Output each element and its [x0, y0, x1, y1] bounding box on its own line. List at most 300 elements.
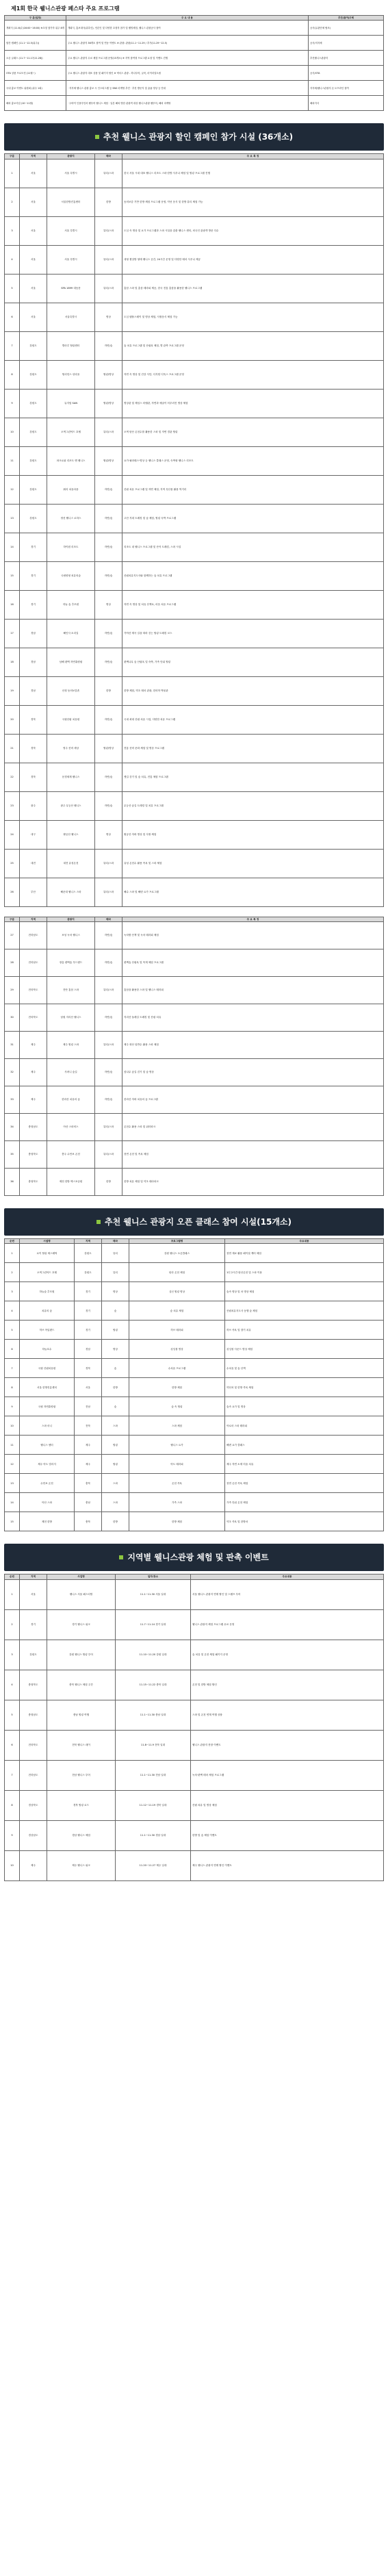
table-cell: 10: [5, 418, 20, 446]
table-row: [5, 705, 384, 734]
table-cell: 산림 치유 프로그램 및 자연 체험, 지역 특산물 활용 먹거리: [122, 475, 384, 504]
table-cell: 11.8~11.9 전북 일대: [116, 1730, 191, 1760]
table-cell: 13: [5, 504, 20, 533]
table-cell: 싱잉볼 사운드 명상 체험: [225, 1340, 384, 1359]
table-cell: 서울: [20, 274, 47, 303]
table-cell: 스파: [102, 1493, 129, 1512]
table-row: [5, 51, 384, 66]
table-cell: 온천 및 한방 체험 할인: [191, 1670, 384, 1700]
table-cell: 대전 유성온천: [47, 849, 95, 878]
column-header: 일자/장소: [116, 1574, 191, 1579]
table-cell: 유성 온천수 활용 족욕 및 스파 체험: [122, 849, 384, 878]
table-cell: 9: [5, 1397, 20, 1416]
table-cell: 30: [5, 1004, 20, 1031]
table-cell: 오색그린야드 호텔: [20, 1263, 75, 1282]
table-cell: 영주 선비 세상: [47, 734, 95, 763]
table-cell: 자연/숲: [95, 648, 122, 676]
table-cell: 제주 웰니스 위크: [47, 1850, 116, 1880]
table-cell: 명상: [95, 590, 122, 619]
table-cell: 광주 무등산 웰니스: [47, 791, 95, 820]
column-header: 관광지: [47, 917, 95, 921]
table-cell: 경기: [75, 1282, 102, 1301]
table-cell: 산림치유지도사와 함께하는 숲 치유 프로그램: [122, 561, 384, 590]
table-cell: 10: [5, 1416, 20, 1436]
table-cell: 자연/숲: [95, 1004, 122, 1031]
table-row: [5, 36, 384, 51]
table-cell: 한국 서울 시내 대표 웰니스 리조트 스파·한방 사우나 체험 및 힐링 프로그램 진행: [122, 159, 384, 188]
table-cell: 남원 지리산 웰니스: [47, 1004, 95, 1031]
table-cell: 2: [5, 1609, 20, 1640]
table-cell: 뷰티/스파: [95, 976, 122, 1004]
column-header: 지역: [20, 1574, 47, 1579]
table-cell: 공사/OTA: [309, 66, 384, 81]
table-cell: 남해 편백 자연휴양림: [47, 648, 95, 676]
table-cell: 충청북도: [20, 1140, 47, 1168]
section1b-table: [4, 917, 384, 1196]
table-row: [5, 1301, 384, 1321]
table-cell: 옛길 걷기 및 숲 치유, 전통 체험 프로그램: [122, 763, 384, 791]
table-cell: 오픈 클래스 (11.7~11.17(11.28)): [5, 51, 66, 66]
table-cell: 한방 치유 체험 및 약초 테마파크: [122, 1168, 384, 1195]
column-header: 지역: [20, 917, 47, 921]
table-cell: 6: [5, 1340, 20, 1359]
table-cell: 35: [5, 1140, 20, 1168]
table-cell: 경북: [20, 705, 47, 734]
table-cell: 힐링/명상: [95, 734, 122, 763]
table-cell: 온천수 활용 스파 및 워터파크: [122, 1113, 384, 1140]
table-cell: 1: [5, 1244, 20, 1263]
table-cell: 하늘숲 추모원: [20, 1282, 75, 1301]
column-header: 순번: [5, 1574, 20, 1579]
table-cell: 3: [5, 1640, 20, 1670]
overview-table: [4, 15, 384, 111]
table-cell: 뷰티/스파: [95, 274, 122, 303]
table-cell: 한라산 치유의 숲: [47, 1086, 95, 1113]
table-row: [5, 734, 384, 763]
table-cell: 강원도: [20, 389, 47, 418]
table-cell: 강원도: [20, 418, 47, 446]
table-cell: 9: [5, 1820, 20, 1850]
table-cell: 뷰티/스파: [95, 878, 122, 906]
table-cell: 16: [5, 590, 20, 619]
table-cell: 강원도: [20, 446, 47, 475]
column-header: 추진(참여)주체: [309, 16, 384, 21]
table-cell: 27: [5, 921, 20, 949]
overview-title: 제1회 한국 웰니스관광 페스타 주요 프로그램: [11, 5, 120, 12]
table-cell: 자연/숲: [95, 561, 122, 590]
table-cell: 23: [5, 791, 20, 820]
table-cell: 경기: [75, 1301, 102, 1321]
table-cell: 강원도: [20, 1640, 47, 1670]
table-cell: 장흥 편백숲 우드랜드: [47, 949, 95, 976]
table-cell: 아산 스파비스: [47, 1113, 95, 1140]
table-cell: 한방 및 숲 체험 이벤트: [191, 1820, 384, 1850]
table-cell: 대형 찜질방 형태 웰니스 공간, 24시간 운영 및 다양한 테마 사우나 제공: [122, 245, 384, 274]
table-cell: 허브 테라피: [129, 1321, 225, 1340]
table-row: [5, 1670, 384, 1700]
table-cell: 제주 힐링 스파: [47, 1031, 95, 1058]
table-cell: 숲 속 힐링: [129, 1397, 225, 1416]
table-cell: 경기 웰니스 위크: [47, 1609, 116, 1640]
table-row: [5, 389, 384, 418]
table-cell: 뷰티/스파: [95, 849, 122, 878]
table-row: [5, 791, 384, 820]
table-cell: 제주: [75, 1455, 102, 1474]
table-cell: 제천 한방: [20, 1512, 75, 1531]
table-cell: 강원 웰니스 힐링 투어: [47, 1640, 116, 1670]
table-row: [5, 1004, 384, 1031]
table-row: [5, 245, 384, 274]
table-cell: 서울 특별시: [47, 245, 95, 274]
table-cell: 강원 웰니스 오픈클래스: [129, 1244, 225, 1263]
table-cell: 스파: [102, 1416, 129, 1436]
table-cell: 21: [5, 734, 20, 763]
table-cell: 국립양평 치유의숲: [47, 561, 95, 590]
table-cell: 충청북도: [20, 1670, 47, 1700]
table-cell: 산청 동의보감촌: [47, 676, 95, 705]
table-cell: 충북: [75, 1512, 102, 1531]
table-cell: 심신 힐링 명상: [129, 1282, 225, 1301]
table-cell: 웰니스 관광지 현장 이벤트: [191, 1730, 384, 1760]
table-cell: 약초 족욕 및 한방차: [225, 1512, 384, 1531]
table-cell: 홍삼 스파 및 홍삼 테라피 제공, 한국 전통 홍삼을 활용한 웰니스 프로그램: [122, 274, 384, 303]
table-cell: 충북 웰니스 체험 주간: [47, 1670, 116, 1700]
table-cell: 파크로쉬 리조트 앤 웰니스: [47, 446, 95, 475]
table-cell: 해수 스파 및 해변 요가 프로그램: [122, 878, 384, 906]
table-cell: 11.12~11.19 경북 일대: [116, 1790, 191, 1820]
table-cell: 전라북도: [20, 976, 47, 1004]
table-cell: 무등산 숲길 트레킹 및 치유 프로그램: [122, 791, 384, 820]
table-cell: 팔공산 자락 명상 및 사찰 체험: [122, 820, 384, 849]
section3-table: [4, 1574, 384, 1880]
table-cell: 스파 마니: [20, 1416, 75, 1436]
table-cell: 별마루 힐링센터: [47, 331, 95, 360]
table-cell: 천연 온천 족욕 체험: [225, 1474, 384, 1493]
table-cell: 5: [5, 274, 20, 303]
table-cell: 강원도: [20, 475, 47, 504]
table-row: [5, 1579, 384, 1609]
table-cell: 경남 웰니스 체험: [47, 1820, 116, 1850]
table-cell: 경북: [75, 1359, 102, 1378]
table-cell: 명상: [102, 1340, 129, 1359]
table-cell: 제주 화산 암반수 활용 스파 체험: [122, 1031, 384, 1058]
section2-banner: [4, 1208, 384, 1236]
table-cell: 국내 최대 산림 치유 시설, 다양한 치유 프로그램: [122, 705, 384, 734]
table-row: [5, 1700, 384, 1730]
table-cell: 6: [5, 303, 20, 331]
table-cell: 광주: [20, 791, 47, 820]
table-cell: 공사(유관단체 협조): [309, 21, 384, 36]
section1-banner: [4, 123, 384, 151]
table-cell: 뷰티/스파: [95, 1140, 122, 1168]
table-row: [5, 1820, 384, 1850]
column-header: 테마: [95, 154, 122, 159]
column-header: 프로그램명: [129, 1238, 225, 1243]
column-header: 구분: [5, 917, 20, 921]
table-cell: 제주: [20, 1058, 47, 1086]
table-cell: 해외지사: [309, 96, 384, 111]
table-row: [5, 1168, 384, 1195]
table-row: [5, 1455, 384, 1474]
table-cell: 15: [5, 1512, 20, 1531]
table-row: [5, 976, 384, 1004]
table-cell: 명상: [95, 820, 122, 849]
table-cell: 한방: [102, 1512, 129, 1531]
table-cell: 13: [5, 1474, 20, 1493]
table-cell: 경북: [20, 734, 47, 763]
table-row: [5, 949, 384, 976]
table-cell: 15: [5, 561, 20, 590]
table-cell: 전통 선비 문화 체험 및 명상 프로그램: [122, 734, 384, 763]
table-cell: 11.1~11.30 서울 일대: [116, 1579, 191, 1609]
table-cell: 전남: [75, 1397, 102, 1416]
column-header: 구분: [5, 154, 20, 159]
table-cell: 천연 재료 활용 페이셜 케어 체험: [225, 1244, 384, 1263]
table-cell: 경남: [20, 648, 47, 676]
table-cell: 로이 힐링 에스테틱: [20, 1244, 75, 1263]
table-cell: 힐링/명상: [95, 389, 122, 418]
table-row: [5, 1609, 384, 1640]
table-cell: 1: [5, 1579, 20, 1609]
table-row: [5, 1493, 384, 1512]
column-header: 주 요 내 용: [66, 16, 309, 21]
table-cell: 서울: [20, 303, 47, 331]
table-cell: 한방: [102, 1378, 129, 1397]
table-cell: 명상: [102, 1282, 129, 1301]
table-cell: 서울: [20, 159, 47, 188]
table-cell: 11.15~11.22 충북 일대: [116, 1670, 191, 1700]
table-cell: 자연/숲: [95, 791, 122, 820]
table-cell: 가족 단위 온천 체험: [225, 1493, 384, 1512]
table-cell: 자연/숲: [95, 705, 122, 734]
table-cell: 뷰티/스파: [95, 1113, 122, 1140]
table-cell: 치유의 숲: [20, 1301, 75, 1321]
table-cell: 대구: [20, 820, 47, 849]
table-cell: 한방: [95, 1168, 122, 1195]
table-cell: 11.1~11.30 경남 일대: [116, 1820, 191, 1850]
table-cell: 강원도: [75, 1244, 102, 1263]
table-row: [5, 1359, 384, 1378]
table-cell: 10: [5, 1850, 20, 1880]
table-row: [5, 849, 384, 878]
table-cell: 하이원 리조트: [47, 533, 95, 561]
table-cell: 오색 탄산 온천수를 활용한 스파 및 자연 경관 힐링: [122, 418, 384, 446]
table-cell: 강원도: [20, 331, 47, 360]
table-cell: 국립 자연휴양림: [20, 1397, 75, 1416]
table-row: [5, 216, 384, 245]
table-cell: 전라북도: [20, 1730, 47, 1760]
table-cell: 숲: [102, 1359, 129, 1378]
table-cell: 11.20~11.27 제주 일대: [116, 1850, 191, 1880]
table-cell: 서울 한방진흥센터: [20, 1378, 75, 1397]
table-row: [5, 1790, 384, 1820]
table-cell: 제천 한방 엑스포공원: [47, 1168, 95, 1195]
section2-table: [4, 1238, 384, 1531]
table-cell: 해변 요가 클래스: [225, 1436, 384, 1455]
table-cell: 싱잉볼 명상: [129, 1340, 225, 1359]
table-cell: 서울: [75, 1378, 102, 1397]
table-cell: 숲: [102, 1301, 129, 1321]
table-row: [5, 1113, 384, 1140]
column-header: 구 분(일정): [5, 16, 66, 21]
column-header: 관광지: [47, 154, 95, 159]
table-row: [5, 331, 384, 360]
table-cell: 강원도: [20, 360, 47, 389]
table-cell: 36: [5, 1168, 20, 1195]
table-cell: 7: [5, 331, 20, 360]
table-cell: 8: [5, 360, 20, 389]
column-header: 순번: [5, 1238, 20, 1243]
table-cell: 경북: [20, 763, 47, 791]
table-cell: 가족 스파: [129, 1493, 225, 1512]
table-cell: 경기: [20, 561, 47, 590]
table-row: [5, 159, 384, 188]
table-cell: 숲 치유 프로그램 및 산림욕 체험, 별 관측 프로그램 운영: [122, 331, 384, 360]
table-cell: 웰니스 관광지 체험 프로그램 무료 운영: [191, 1609, 384, 1640]
table-row: [5, 1730, 384, 1760]
table-cell: 힐링: [102, 1436, 129, 1455]
table-cell: 33: [5, 1086, 20, 1113]
table-row: [5, 1760, 384, 1790]
table-cell: 서울: [20, 245, 47, 274]
table-row: [5, 878, 384, 906]
table-row: [5, 561, 384, 590]
table-row: [5, 418, 384, 446]
table-cell: 힐링/명상: [95, 360, 122, 389]
table-cell: 합간 캠페인 (11.1~12.5(위주)): [5, 36, 66, 51]
table-row: [5, 1850, 384, 1880]
table-cell: 주요 웰니스 관광지 대표 상품 및 패키지 할인 ※ 넥서스 관광 - 하나투어, 클룩, 마이리얼트립: [66, 66, 309, 81]
table-cell: 지리산 둘레길 트레킹 및 산림 치유: [122, 1004, 384, 1031]
table-row: [5, 1397, 384, 1416]
table-cell: 14: [5, 533, 20, 561]
table-cell: 제주: [20, 1850, 47, 1880]
table-cell: 제주 웰니스 관광지 연계 할인 이벤트: [191, 1850, 384, 1880]
table-cell: 경상남도: [20, 1820, 47, 1850]
table-row: [5, 446, 384, 475]
table-cell: 17: [5, 619, 20, 648]
column-header: 시설명: [20, 1238, 75, 1243]
table-cell: 뷰티/스파: [95, 1031, 122, 1058]
table-row: [5, 648, 384, 676]
table-cell: 하늘호수: [20, 1340, 75, 1359]
table-cell: 자연/숲: [95, 619, 122, 648]
section1-table: [4, 153, 384, 906]
table-cell: 팔공산 웰니스: [47, 820, 95, 849]
table-row: [5, 1416, 384, 1436]
table-cell: 보성 녹차 웰니스: [47, 921, 95, 949]
table-row: [5, 1640, 384, 1670]
table-cell: 허브 아일랜드: [20, 1321, 75, 1340]
table-cell: SPA 1899 대동문: [47, 274, 95, 303]
table-cell: 가야산 계곡 길을 따라 걷는 힐링 트레킹 코스: [122, 619, 384, 648]
table-cell: 서울: [20, 1579, 47, 1609]
table-cell: 경남: [75, 1340, 102, 1359]
table-cell: 도심 속 명상 및 요가 프로그램과 스파 시설을 갖춘 웰니스 센터, 외국인 관광객 방문 다수: [122, 216, 384, 245]
section2-title: 추천 웰니스 관광지 오픈 클래스 참여 시설(15개소): [105, 1216, 292, 1227]
table-cell: 지자체/웰니스관광지 온·오프라인 참여: [309, 81, 384, 96]
table-cell: 해운대 웰니스 스파: [47, 878, 95, 906]
table-cell: 22: [5, 763, 20, 791]
table-cell: 힐링: [102, 1455, 129, 1474]
table-cell: 스파: [102, 1474, 129, 1493]
table-cell: 서울: [20, 188, 47, 216]
bullet-icon: [96, 1220, 101, 1224]
table-cell: 충남 힐링 여행: [47, 1700, 116, 1730]
table-cell: 자연/숲: [95, 1058, 122, 1086]
table-cell: 자연/숲: [95, 921, 122, 949]
table-cell: 주요 웰니스 관광지 36개소 참여 및 연동 이벤트 ※ 관광: 관광(11.1~11.29 / 추가(11.29~12.5): [66, 36, 309, 51]
table-cell: 수치유 프로그램: [129, 1359, 225, 1378]
table-cell: 탄산 온천 체험: [129, 1263, 225, 1282]
table-cell: 추진웰니스관광지: [309, 51, 384, 66]
section3-title: 지역별 웰니스관광 체험 및 판촉 이벤트: [127, 1552, 269, 1562]
table-cell: 자연/숲: [95, 475, 122, 504]
table-cell: 산림 치유 및 명상 체험: [191, 1790, 384, 1820]
table-cell: 녹차밭 산책 및 녹차 테라피 체험: [122, 921, 384, 949]
table-cell: 공사/지자체: [309, 36, 384, 51]
table-cell: 힐링: [102, 1321, 129, 1340]
table-row: [5, 820, 384, 849]
table-cell: 전남 웰니스 투어: [47, 1760, 116, 1790]
table-cell: 온천 족욕: [129, 1474, 225, 1493]
table-cell: 동의보감 기반 한방 체험 프로그램 운영, 약선 음식 및 한방 뷰티 체험 가능: [122, 188, 384, 216]
table-cell: 숲 치유 체험: [129, 1301, 225, 1321]
table-cell: 11.10~11.20 강원 일대: [116, 1640, 191, 1670]
table-row: [5, 1378, 384, 1397]
table-cell: 녹차·편백 테마 체험 프로그램: [191, 1760, 384, 1790]
table-cell: 제주 아트 빌리지: [20, 1455, 75, 1474]
table-row: [5, 619, 384, 648]
table-row: [5, 1474, 384, 1493]
table-cell: 12: [5, 1455, 20, 1474]
table-cell: 경기: [20, 533, 47, 561]
table-cell: 8: [5, 1378, 20, 1397]
table-cell: 충청남도: [20, 1700, 47, 1730]
table-cell: 자연/숲: [95, 533, 122, 561]
table-cell: 34: [5, 1113, 20, 1140]
table-cell: 아트 테라피: [129, 1455, 225, 1474]
table-cell: 전북 웰니스 데이: [47, 1730, 116, 1760]
table-cell: 전북: [75, 1416, 102, 1436]
table-cell: 스파 및 온천 연계 여행 상품: [191, 1700, 384, 1730]
table-cell: 11: [5, 446, 20, 475]
table-cell: 11.1~11.30 충남 일대: [116, 1700, 191, 1730]
table-cell: 수치유 및 숲 산책: [225, 1359, 384, 1378]
table-cell: 웰니스 요가: [129, 1436, 225, 1455]
table-cell: 11.1~11.30 전남 일대: [116, 1760, 191, 1790]
table-cell: 충남: [75, 1493, 102, 1512]
table-cell: 경남: [20, 676, 47, 705]
table-row: [5, 475, 384, 504]
table-row: [5, 1031, 384, 1058]
table-cell: 제주 자연 소재 미술 치유: [225, 1455, 384, 1474]
section3-banner: [4, 1544, 384, 1571]
table-cell: 뷰티/스파: [95, 216, 122, 245]
table-row: [5, 188, 384, 216]
table-cell: 허브 족욕 및 향기 치유: [225, 1321, 384, 1340]
table-cell: 전라북도: [20, 1004, 47, 1031]
table-cell: 자연/숲: [95, 1086, 122, 1113]
table-cell: 고산 지대 트레킹 및 숲 체험, 힐링 숙박 프로그램: [122, 504, 384, 533]
table-cell: 사려니 숲길: [47, 1058, 95, 1086]
column-header: 주요내용: [191, 1574, 384, 1579]
table-cell: 전라남도: [20, 921, 47, 949]
table-cell: 11.7~11.14 경기 일대: [116, 1609, 191, 1640]
table-cell: 휘리 치유마을: [47, 475, 95, 504]
table-cell: 8: [5, 1790, 20, 1820]
table-cell: 웰니스 센터: [20, 1436, 75, 1455]
